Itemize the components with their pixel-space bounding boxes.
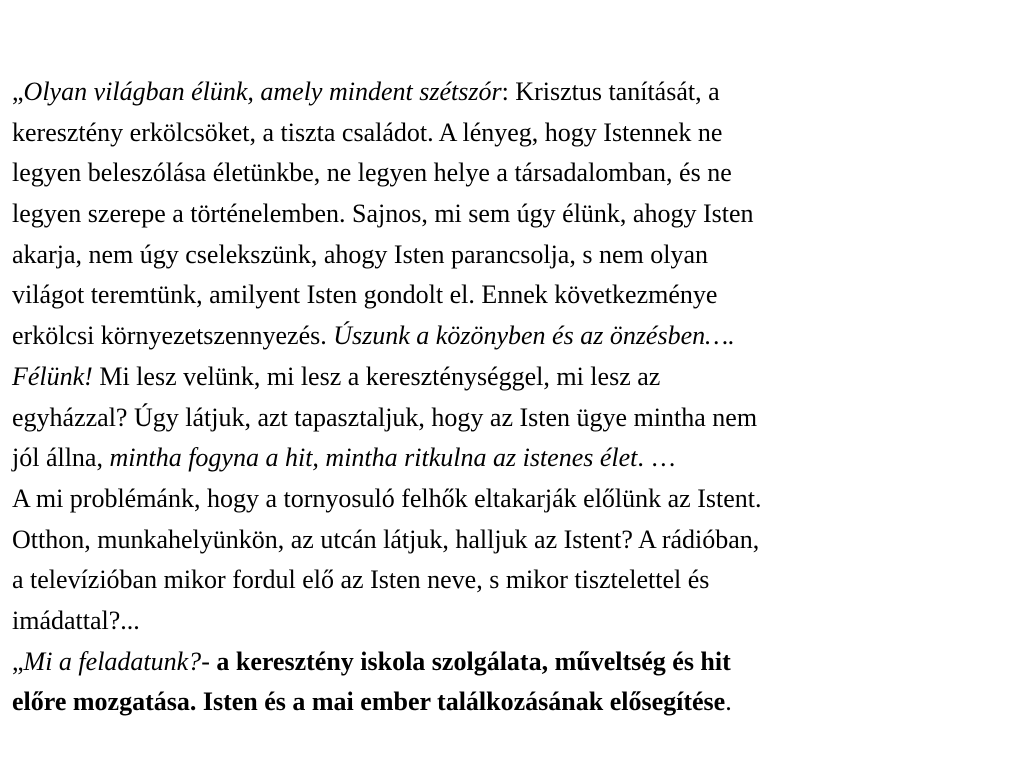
italic-text: Mi a feladatunk? bbox=[23, 646, 202, 676]
text-line bbox=[12, 357, 1016, 398]
body-text: „ bbox=[12, 77, 24, 106]
italic-text: mintha fogyna a hit, mintha ritkulna az istenes élet bbox=[109, 443, 638, 473]
body-text: . bbox=[725, 687, 732, 717]
body-text: jól állna, bbox=[12, 443, 110, 473]
body-text: legyen beleszólása életünkbe, ne legyen helye a társadalomban, és ne bbox=[12, 158, 732, 188]
body-text: legyen szerepe a történelemben. Sajnos, mi sem úgy élünk, ahogy Isten bbox=[12, 199, 754, 229]
text-line bbox=[12, 398, 1016, 439]
italic-text: Félünk! bbox=[12, 361, 93, 391]
text-line bbox=[12, 153, 1016, 194]
text-line bbox=[12, 560, 1016, 601]
body-text: akarja, nem úgy cselekszünk, ahogy Isten parancsolja, s nem olyan bbox=[12, 239, 708, 269]
body-text: világot teremtünk, amilyent Isten gondolt el. Ennek következménye bbox=[12, 280, 718, 310]
body-text: egyházzal? Úgy látjuk, azt tapasztaljuk, hogy az Isten ügye mintha nem bbox=[12, 402, 758, 432]
text-line bbox=[12, 235, 1016, 276]
body-text: erkölcsi környezetszennyezés. bbox=[12, 321, 334, 351]
text-line bbox=[12, 682, 1016, 723]
italic-text: Olyan világban élünk, amely mindent szétszór bbox=[23, 77, 502, 106]
text-line bbox=[12, 479, 1016, 520]
body-text: A mi problémánk, hogy a tornyosuló felhők eltakarják előlünk az Istent. bbox=[12, 483, 762, 513]
body-text: „ bbox=[12, 646, 24, 676]
body-text: - bbox=[201, 646, 217, 676]
text-line bbox=[12, 113, 1016, 154]
body-text: a televízióban mikor fordul elő az Isten neve, s mikor tisztelettel és bbox=[12, 565, 710, 595]
body-text: : Krisztus tanítását, a bbox=[501, 77, 720, 106]
bold-text: a keresztény iskola szolgálata, műveltség és hit bbox=[216, 646, 731, 676]
text-line bbox=[12, 642, 1016, 683]
text-line bbox=[12, 601, 1016, 642]
text-line bbox=[12, 316, 1016, 357]
text-line bbox=[12, 275, 1016, 316]
text-line bbox=[12, 438, 1016, 479]
text-line bbox=[12, 194, 1016, 235]
slide-text-body bbox=[12, 72, 1016, 723]
body-text: Mi lesz velünk, mi lesz a kereszténységgel, mi lesz az bbox=[92, 361, 661, 391]
text-line bbox=[12, 72, 1016, 113]
body-text: . … bbox=[637, 443, 677, 473]
italic-text: Úszunk a közönyben és az önzésben…. bbox=[333, 321, 735, 351]
body-text: Otthon, munkahelyünkön, az utcán látjuk, halljuk az Istent? A rádióban, bbox=[12, 524, 760, 554]
text-line bbox=[12, 520, 1016, 561]
body-text: keresztény erkölcsöket, a tiszta családot. A lényeg, hogy Istennek ne bbox=[12, 117, 723, 147]
bold-text: előre mozgatása. Isten és a mai ember találkozásának elősegítése bbox=[12, 687, 726, 717]
body-text: imádattal?... bbox=[12, 605, 140, 635]
